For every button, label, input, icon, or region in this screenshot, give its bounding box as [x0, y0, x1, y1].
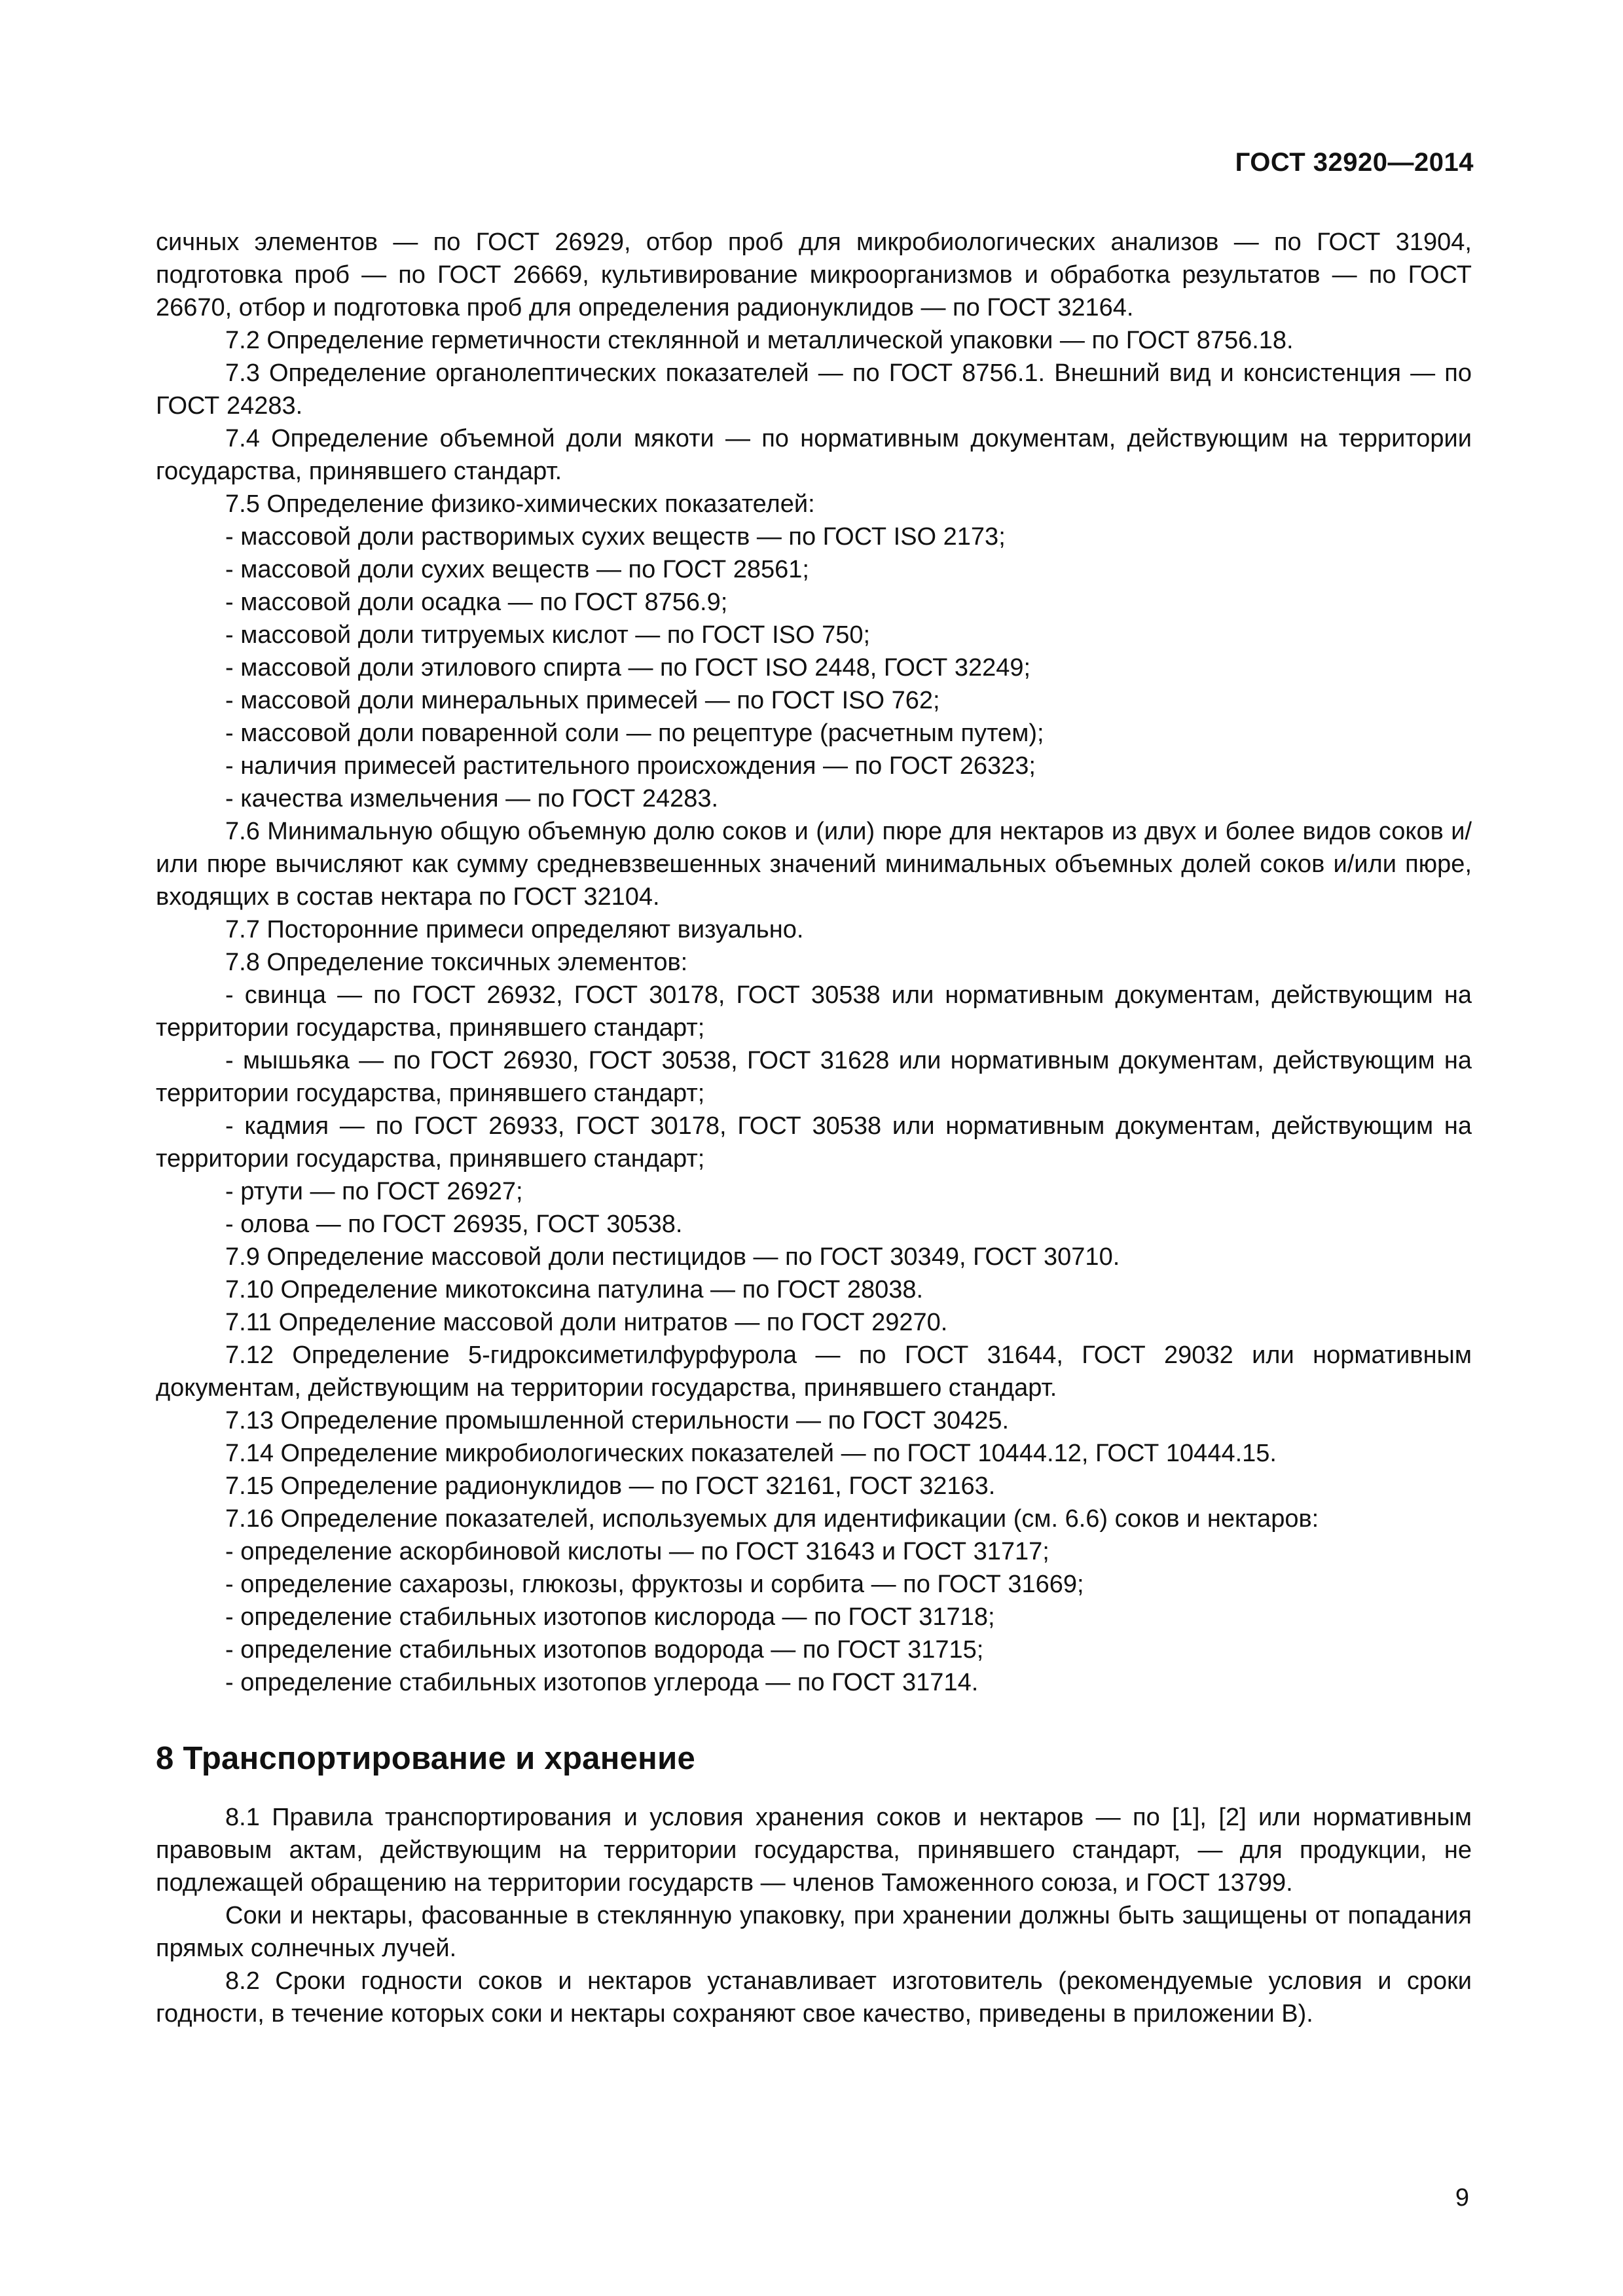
paragraph-7-12: 7.12 Определение 5-гидроксиметилфурфурола — по ГОСТ 31644, ГОСТ 29032 или нормативным документам, действующим на территории государства, принявшего стандарт. [156, 1341, 1472, 1402]
page-number: 9 [1455, 2184, 1469, 2212]
section-8-title: 8 Транспортирование и хранение [156, 1741, 696, 1776]
paragraph-7-10: 7.10 Определение микотоксина патулина — по ГОСТ 28038. [225, 1276, 924, 1303]
list-item-7-16: - определение стабильных изотопов кислорода — по ГОСТ 31718; [225, 1603, 995, 1631]
paragraph-7-14: 7.14 Определение микробиологических показателей — по ГОСТ 10444.12, ГОСТ 10444.15. [225, 1440, 1277, 1467]
paragraph-7-9: 7.9 Определение массовой доли пестицидов — по ГОСТ 30349, ГОСТ 30710. [225, 1243, 1120, 1271]
list-item-7-5: - массовой доли минеральных примесей — по ГОСТ ISO 762; [225, 687, 940, 714]
list-item-7-8: - ртути — по ГОСТ 26927; [225, 1178, 523, 1205]
paragraph-7-15: 7.15 Определение радионуклидов — по ГОСТ 32161, ГОСТ 32163. [225, 1472, 996, 1500]
list-item-7-5: - массовой доли титруемых кислот — по ГОСТ ISO 750; [225, 621, 871, 649]
list-item-7-5: - наличия примесей растительного происхождения — по ГОСТ 26323; [225, 752, 1036, 780]
paragraph-7-2: 7.2 Определение герметичности стеклянной и металлической упаковки — по ГОСТ 8756.18. [225, 327, 1294, 354]
document-body [156, 226, 1472, 2030]
paragraph-7-4: 7.4 Определение объемной доли мякоти — по нормативным документам, действующим на территории государства, принявшего стандарт. [156, 425, 1472, 485]
list-item-7-16: - определение аскорбиновой кислоты — по ГОСТ 31643 и ГОСТ 31717; [225, 1538, 1049, 1565]
list-item-7-16: - определение сахарозы, глюкозы, фруктозы и сорбита — по ГОСТ 31669; [225, 1571, 1084, 1598]
paragraph-7-5: 7.5 Определение физико-химических показателей: [225, 490, 815, 518]
paragraph-7-7: 7.7 Посторонние примеси определяют визуально. [225, 916, 804, 943]
paragraph-7-8: 7.8 Определение токсичных элементов: [225, 949, 688, 976]
paragraph-continuation: сичных элементов — по ГОСТ 26929, отбор проб для микробиологических анализов — по ГОСТ 31904, подготовка проб — по ГОСТ 26669, культивирование микроорганизмов и обработка результатов — по ГОСТ 26670, отбор и подготовка проб для определения радионуклидов — по ГОСТ 32164. [156, 228, 1472, 321]
list-item-7-8: - олова — по ГОСТ 26935, ГОСТ 30538. [225, 1211, 683, 1238]
paragraph-7-11: 7.11 Определение массовой доли нитратов — по ГОСТ 29270. [225, 1309, 948, 1336]
paragraph-7-6: 7.6 Минимальную общую объемную долю соков и (или) пюре для нектаров из двух и более видов соков и/или пюре вычисляют как сумму средневзвешенных значений минимальных объемных долей соков и/или пюре, входящих в состав нектара по ГОСТ 32104. [156, 818, 1472, 911]
paragraph-7-3: 7.3 Определение органолептических показателей — по ГОСТ 8756.1. Внешний вид и консистенция — по ГОСТ 24283. [156, 359, 1472, 420]
list-item-7-8: - мышьяка — по ГОСТ 26930, ГОСТ 30538, ГОСТ 31628 или нормативным документам, действующим на территории государства, принявшего стандарт; [156, 1047, 1472, 1107]
list-item-7-8: - кадмия — по ГОСТ 26933, ГОСТ 30178, ГОСТ 30538 или нормативным документам, действующим на территории государства, принявшего стандарт; [156, 1112, 1472, 1173]
list-item-7-5: - качества измельчения — по ГОСТ 24283. [225, 785, 719, 812]
paragraph-7-13: 7.13 Определение промышленной стерильности — по ГОСТ 30425. [225, 1407, 1010, 1434]
list-item-7-16: - определение стабильных изотопов углерода — по ГОСТ 31714. [225, 1669, 979, 1696]
list-item-7-5: - массовой доли сухих веществ — по ГОСТ 28561; [225, 556, 809, 583]
document-code-header: ГОСТ 32920—2014 [1235, 148, 1474, 177]
list-item-7-5: - массовой доли этилового спирта — по ГОСТ ISO 2448, ГОСТ 32249; [225, 654, 1031, 682]
list-item-7-5: - массовой доли осадка — по ГОСТ 8756.9; [225, 589, 728, 616]
paragraph-8-1-continued: Соки и нектары, фасованные в стеклянную упаковку, при хранении должны быть защищены от попадания прямых солнечных лучей. [156, 1902, 1472, 1962]
list-item-7-5: - массовой доли растворимых сухих веществ — по ГОСТ ISO 2173; [225, 523, 1006, 551]
paragraph-7-16: 7.16 Определение показателей, используемых для идентификации (см. 6.6) соков и нектаров: [225, 1505, 1319, 1533]
list-item-7-8: - свинца — по ГОСТ 26932, ГОСТ 30178, ГОСТ 30538 или нормативным документам, действующим на территории государства, принявшего стандарт; [156, 981, 1472, 1042]
list-item-7-5: - массовой доли поваренной соли — по рецептуре (расчетным путем); [225, 720, 1044, 747]
list-item-7-16: - определение стабильных изотопов водорода — по ГОСТ 31715; [225, 1636, 984, 1664]
paragraph-8-2: 8.2 Сроки годности соков и нектаров устанавливает изготовитель (рекомендуемые условия и сроки годности, в течение которых соки и нектары сохраняют свое качество, приведены в приложении В). [156, 1967, 1472, 2028]
paragraph-8-1: 8.1 Правила транспортирования и условия хранения соков и нектаров — по [1], [2] или нормативным правовым актам, действующим на территории государства, принявшего стандарт, — для продукции, не подлежащей обращению на территории государств — членов Таможенного союза, и ГОСТ 13799. [156, 1804, 1472, 1897]
